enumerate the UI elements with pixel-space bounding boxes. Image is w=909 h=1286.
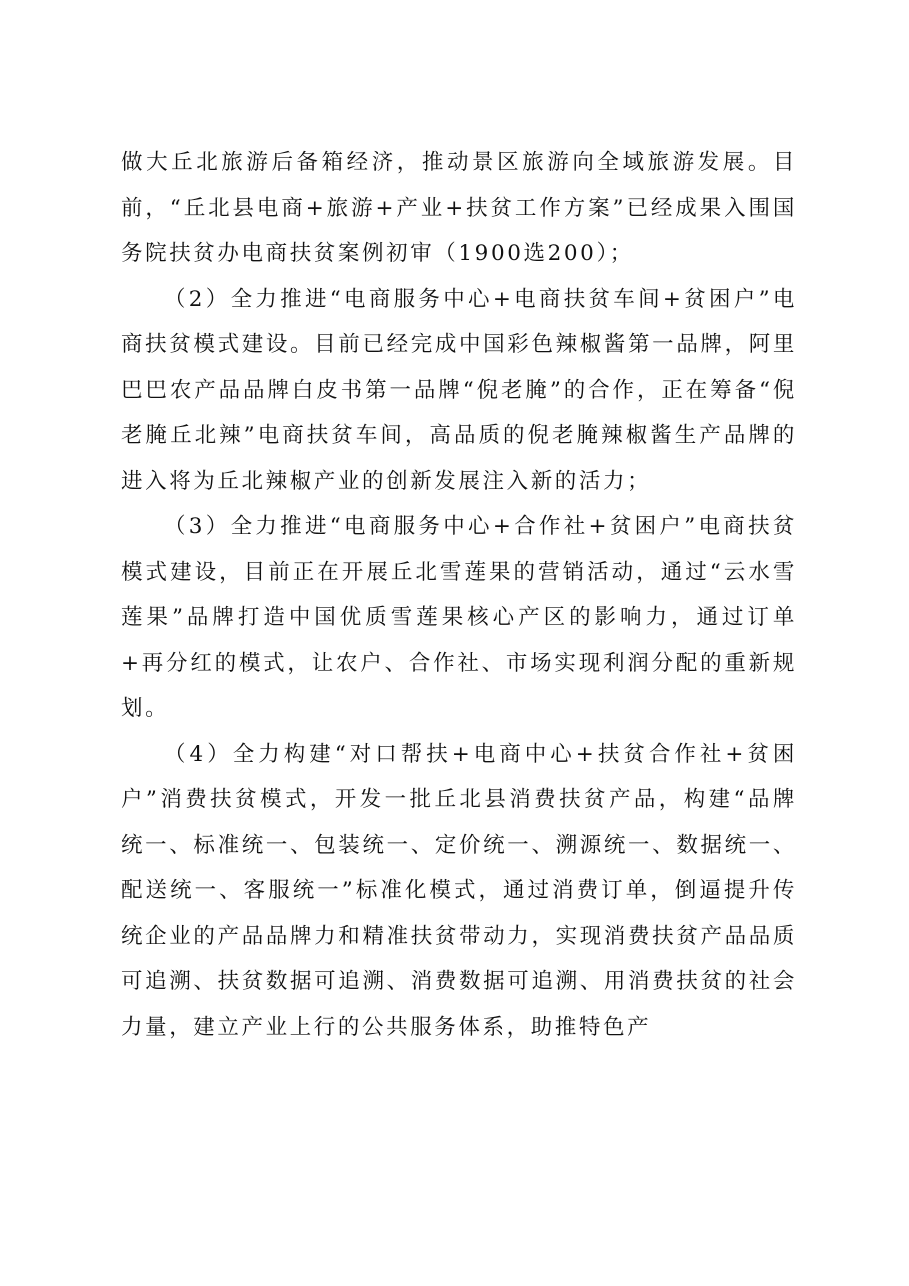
paragraph-2: （2）全力推进“电商服务中心+电商扶贫车间+贫困户”电商扶贫模式建设。目前已经完成中国彩色辣椒酱第一品牌，阿里巴巴农产品品牌白皮书第一品牌“倪老腌”的合作，正在筹备“倪老腌丘北辣”电商扶贫车间，高品质的倪老腌辣椒酱生产品牌的进入将为丘北辣椒产业的创新发展注入新的活力； [121,286,797,494]
paragraph-4: （4）全力构建“对口帮扶+电商中心+扶贫合作社+贫困户”消费扶贫模式，开发一批丘北县消费扶贫产品，构建“品牌统一、标准统一、包装统一、定价统一、溯源统一、数据统一、配送统一、客服统一”标准化模式，通过消费订单，倒逼提升传统企业的产品品牌力和精准扶贫带动力，实现消费扶贫产品品质可追溯、扶贫数据可追溯、消费数据可追溯、用消费扶贫的社会力量，建立产业上行的公共服务体系，助推特色产 [121,741,797,1040]
paragraph-3: （3）全力推进“电商服务中心+合作社+贫困户”电商扶贫模式建设，目前正在开展丘北雪莲果的营销活动，通过“云水雪莲果”品牌打造中国优质雪莲果核心产区的影响力，通过订单+再分红的模式，让农户、合作社、市场实现利润分配的重新规划。 [121,514,797,721]
document-body [121,140,797,1050]
paragraph-1: 做大丘北旅游后备箱经济，推动景区旅游向全域旅游发展。目前，“丘北县电商+旅游+产业+扶贫工作方案”已经成果入围国务院扶贫办电商扶贫案例初审（1900选200）； [121,150,797,266]
